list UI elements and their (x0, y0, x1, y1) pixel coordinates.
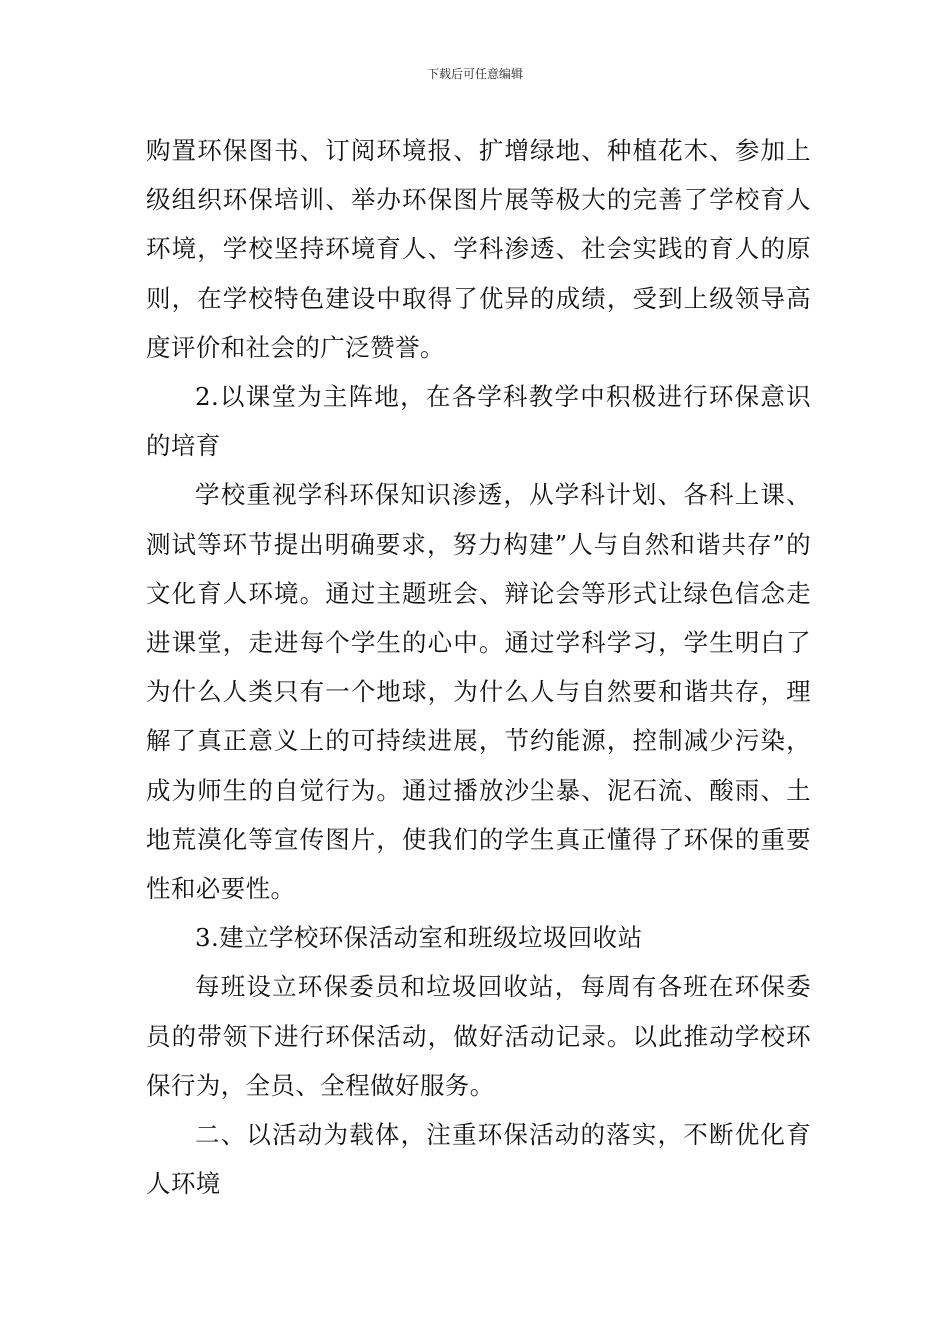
paragraph-continuation: 购置环保图书、订阅环境报、扩增绿地、种植花木、参加上级组织环保培训、举办环保图片展等极大的完善了学校育人环境，学校坚持环境育人、学科渗透、社会实践的育人的原则，在学校特色建设中取得了优异的成绩，受到上级领导高度评价和社会的广泛赞誉。 (146, 136, 811, 362)
document-body (146, 126, 811, 1208)
section-heading-2: 2.以课堂为主阵地，在各学科教学中积极进行环保意识的培育 (146, 382, 811, 461)
page-header: 下载后可任意编辑 (426, 67, 523, 81)
section-heading-part-two: 二、以活动为载体，注重环保活动的落实，不断优化育人环境 (146, 1120, 811, 1199)
section-heading-3: 3.建立学校环保活动室和班级垃圾回收站 (195, 923, 643, 953)
paragraph-subject-teaching: 学校重视学科环保知识渗透，从学科计划、各科上课、测试等环节提出明确要求，努力构建”人与自然和谐共存”的文化育人环境。通过主题班会、辩论会等形式让绿色信念走进课堂，走进每个学生的心中。通过学科学习，学生明白了为什么人类只有一个地球，为什么人与自然要和谐共存，理解了真正意义上的可持续进展，节约能源，控制减少污染，成为师生的自觉行为。通过播放沙尘暴、泥石流、酸雨、土地荒漠化等宣传图片，使我们的学生真正懂得了环保的重要性和必要性。 (146, 480, 811, 904)
paragraph-class-recycling: 每班设立环保委员和垃圾回收站，每周有各班在环保委员的带领下进行环保活动，做好活动记录。以此推动学校环保行为，全员、全程做好服务。 (146, 972, 811, 1100)
